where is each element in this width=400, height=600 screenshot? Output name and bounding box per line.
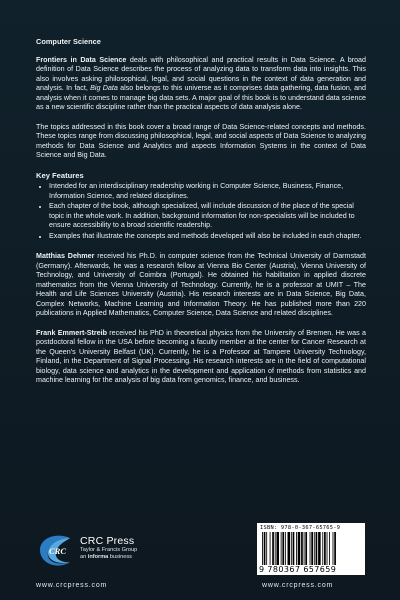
isbn-barcode bbox=[257, 523, 365, 575]
topics-paragraph: The topics addressed in this book cover a broad range of Data Science-related concepts and methods. These topics range from discussing philosophical, legal, and social aspects of Data Science to analyzing methods for Data Science and Analytics and aspects Information Systems in the context of Data Science and Big Data. bbox=[36, 122, 366, 159]
intro-text-2: also belongs to this universe as it comprises data gathering, data fusion, and analysis when it comes to manage big data sets. A major goal of this book is to understand data science as a new scientific discipline rather than the practical aspects of data analysis alone. bbox=[36, 84, 366, 111]
author-bio-emmert-streib bbox=[36, 329, 366, 386]
publisher-group: Taylor & Francis Group bbox=[80, 547, 138, 553]
key-feature-item: • Examples that illustrate the concepts and methods developed will also be included in each chapter. bbox=[49, 232, 366, 242]
isbn-digits: 9 780367 657659 bbox=[259, 565, 337, 574]
informa-word: informa bbox=[87, 554, 109, 560]
intro-paragraph bbox=[36, 56, 366, 113]
informa-suffix: business bbox=[108, 554, 132, 560]
key-features-title: Key Features bbox=[36, 170, 84, 180]
barcode-bars bbox=[262, 532, 360, 565]
author-bio-dehmer bbox=[36, 252, 366, 319]
intro-text-1: deals with philosophical and practical results in Data Science. A broad definition of Data Science describes the process of analyzing data to transform data into insights. This also involves asking philosophical, legal, and social questions in the context of data generation and analysis. In fact, bbox=[36, 55, 366, 92]
publisher-logo bbox=[36, 530, 186, 580]
back-cover-text bbox=[36, 37, 366, 396]
isbn-label: ISBN: 978-0-367-65765-9 bbox=[260, 525, 341, 531]
author-bio-text: received his PhD in theoretical physics from the University of Bremen. He was a postdoctoral fellow in the USA before becoming a faculty member at the center for Cancer Research at the Queen's University Belfast (UK). Currently, he is a Professor at Tampere University Technology, Finland, in the Department of Signal Processing. His research interests are in the field of computational biology, data science and analytics in the development and application of methods from statistics and machine learning for the analysis of big data from genomics, finance, and business. bbox=[36, 328, 366, 384]
author-name: Matthias Dehmer bbox=[36, 252, 95, 260]
publisher-name: CRC Press bbox=[80, 535, 135, 547]
key-features-list bbox=[36, 182, 366, 241]
key-feature-item: • Each chapter of the book, although specialized, will include discussion of the place of the special topic in the whole work. In addition, background information for non-specialists will be included to ensure accessibility to a broad scientific readership. bbox=[49, 202, 366, 231]
book-title-lead: Frontiers in Data Science bbox=[36, 55, 127, 64]
publisher-url-left: www.crcpress.com bbox=[36, 582, 108, 589]
informa-prefix: an bbox=[80, 554, 88, 560]
cover-footer bbox=[0, 525, 400, 600]
author-bio-text: received his Ph.D. in computer science from the Technical University of Darmstadt (Germany). Afterwards, he was a research fellow at Vienna Bio Center (Austria), Vienna University of Technology, and University of Coimbra (Portugal). He obtained his habilitation in applied discrete mathematics from the Vienna University of Technology. Currently, he is a professor at UMIT – The Health and Life Sciences University (Austria). His research interests are in Data Science, Big Data, Complex Networks, Machine Learning and Information Theory. He has published more than 220 publications in Applied Mathematics, Computer Science, Data Science and related disciplines. bbox=[36, 252, 366, 317]
author-name: Frank Emmert-Streib bbox=[36, 328, 107, 337]
publisher-url-right: www.crcpress.com bbox=[262, 582, 334, 589]
svg-text:CRC: CRC bbox=[49, 546, 67, 556]
category-label: Computer Science bbox=[36, 37, 101, 46]
intro-italic: Big Data bbox=[90, 84, 118, 92]
publisher-informa bbox=[80, 554, 132, 560]
crc-press-logo-icon bbox=[36, 532, 76, 568]
key-feature-item: • Intended for an interdisciplinary readership working in Computer Science, Business, Finance, Information Science, and related disciplines. bbox=[49, 182, 366, 201]
